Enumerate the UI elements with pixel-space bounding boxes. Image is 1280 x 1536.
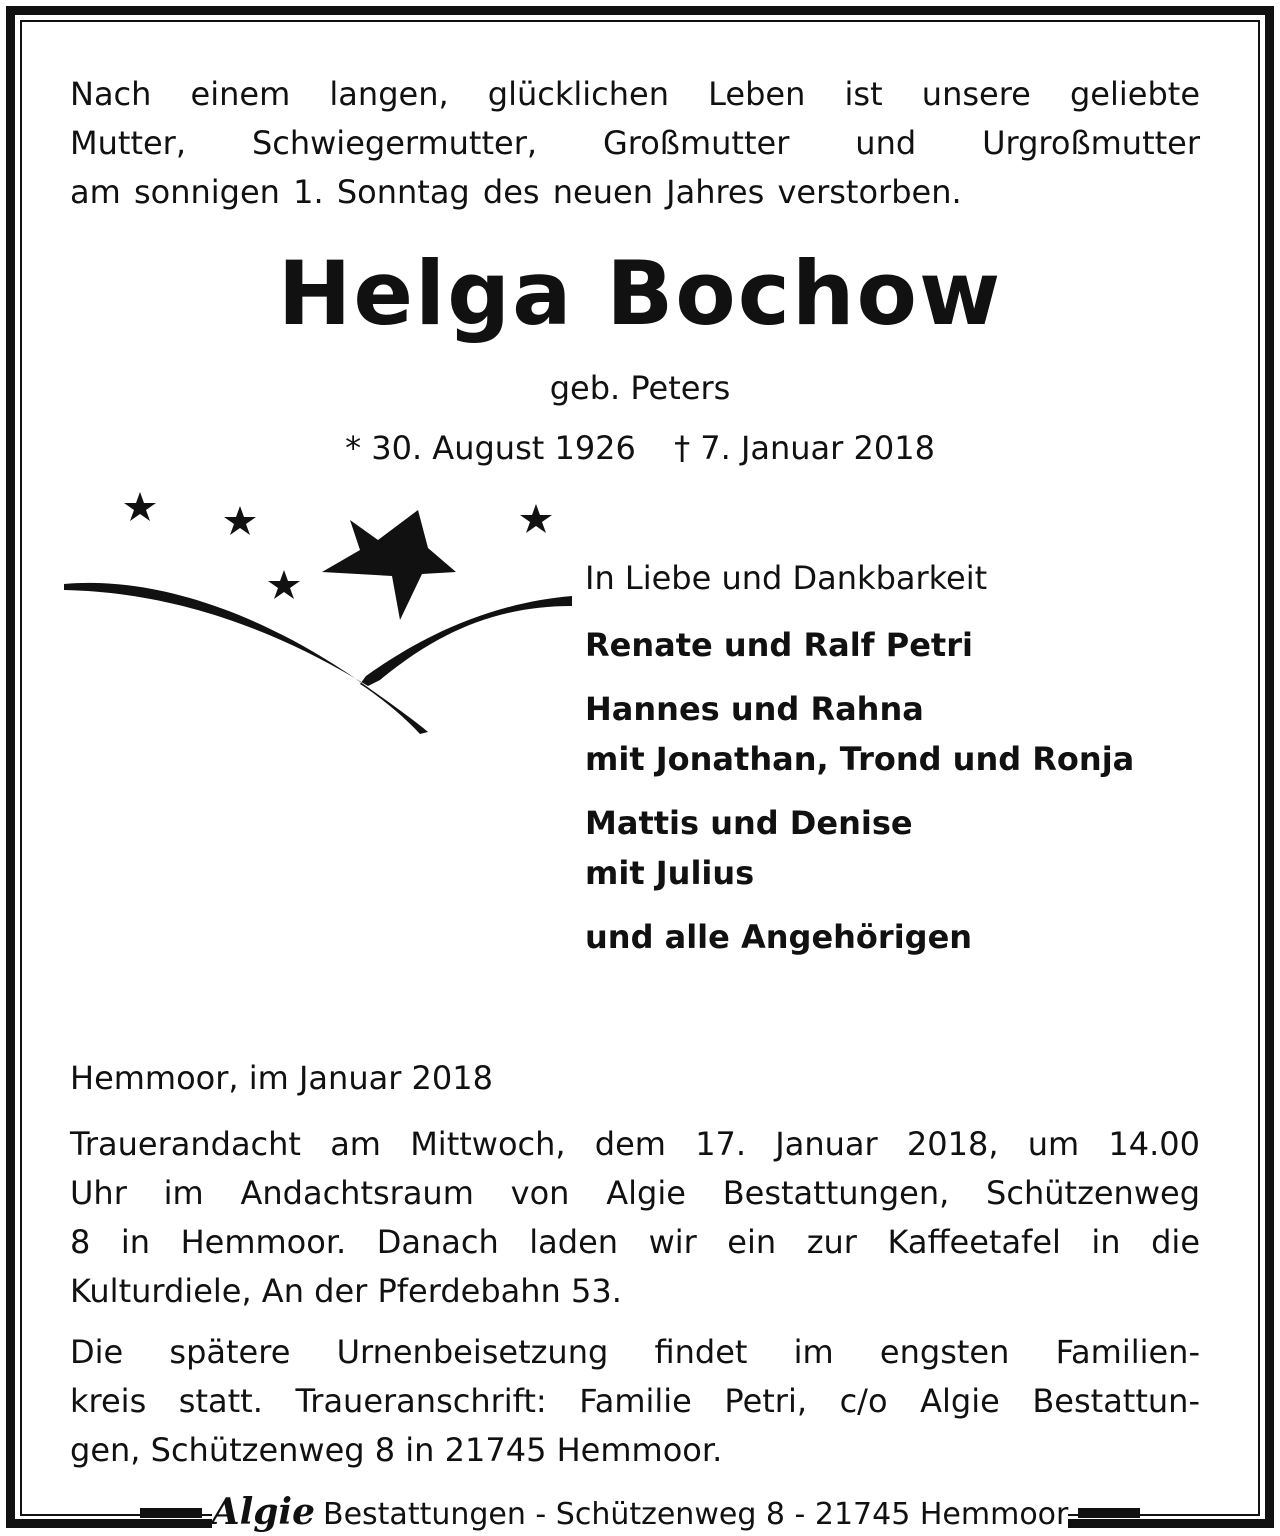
big-star-icon	[322, 510, 456, 620]
star-icon	[224, 506, 256, 535]
intro-line: am sonnigen 1. Sonntag des neuen Jahres verstorben.	[70, 173, 962, 211]
birth-date: * 30. August 1926	[345, 429, 636, 467]
service-line: Uhr im Andachtsraum von Algie Bestattungen, Schützenweg	[70, 1174, 1200, 1212]
star-icon	[520, 504, 552, 533]
service-line: Trauerandacht am Mittwoch, dem 17. Januar 2018, um 14.00	[70, 1125, 1200, 1163]
funeral-home-logo: Algie	[211, 1490, 315, 1533]
intro-text	[70, 70, 1200, 217]
family-group	[585, 912, 1225, 962]
footer-bar-left	[140, 1508, 202, 1518]
service-line: 8 in Hemmoor. Danach laden wir ein zur Kaffeetafel in die	[70, 1223, 1200, 1261]
intro-line: Nach einem langen, glücklichen Leben ist unsere geliebte	[70, 75, 1200, 113]
burial-line: kreis statt. Traueranschrift: Familie Petri, c/o Algie Bestattun-	[70, 1382, 1200, 1420]
footer-address: Bestattungen - Schützenweg 8 - 21745 Hemmoor	[323, 1496, 1069, 1532]
service-text	[70, 1120, 1200, 1316]
deceased-name: Helga Bochow	[277, 242, 1003, 345]
family-line: mit Jonathan, Trond und Ronja	[585, 740, 1135, 778]
family-line: Mattis und Denise	[585, 804, 913, 842]
family-line: und alle Angehörigen	[585, 918, 973, 956]
family-greeting: In Liebe und Dankbarkeit	[585, 559, 988, 597]
death-date: † 7. Januar 2018	[674, 429, 935, 467]
family-line: Hannes und Rahna	[585, 690, 924, 728]
family-list	[585, 556, 1225, 976]
family-group	[585, 620, 1225, 670]
footer-banner	[0, 1490, 1280, 1533]
star-icon	[124, 492, 156, 521]
footer-bar-right	[1078, 1508, 1140, 1518]
family-group	[585, 798, 1225, 898]
life-dates	[0, 428, 1280, 468]
family-group	[585, 684, 1225, 784]
family-line: Renate und Ralf Petri	[585, 626, 973, 664]
maiden-name: geb. Peters	[549, 369, 731, 407]
swoosh-icon	[64, 583, 572, 734]
service-line: Kulturdiele, An der Pferdebahn 53.	[70, 1272, 622, 1310]
place-date: Hemmoor, im Januar 2018	[70, 1059, 493, 1097]
intro-line: Mutter, Schwiegermutter, Großmutter und Urgroßmutter	[70, 124, 1200, 162]
family-line: mit Julius	[585, 854, 755, 892]
footer-text-wrap	[212, 1492, 1069, 1535]
stars-emblem-icon	[60, 480, 580, 740]
burial-line: Die spätere Urnenbeisetzung findet im engsten Familien-	[70, 1333, 1200, 1371]
burial-line: gen, Schützenweg 8 in 21745 Hemmoor.	[70, 1431, 723, 1469]
burial-text	[70, 1328, 1200, 1475]
star-icon	[268, 570, 300, 599]
